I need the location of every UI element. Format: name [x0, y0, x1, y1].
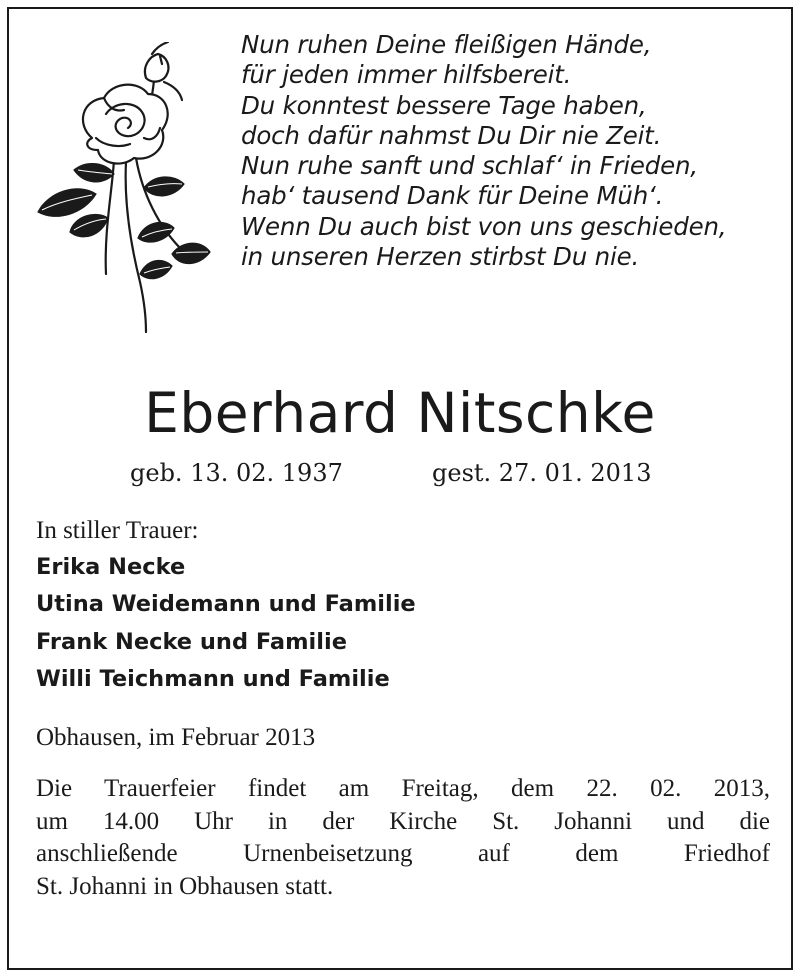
mourner-name: Erika Necke	[36, 554, 186, 580]
death-date: gest. 27. 01. 2013	[432, 459, 652, 487]
poem-line: Wenn Du auch bist von uns geschieden,	[241, 211, 727, 241]
funeral-line: Die Trauerfeier findet am Freitag, dem 22. 02. 2013,	[36, 775, 770, 802]
funeral-line: um 14.00 Uhr in der Kirche St. Johanni und die	[36, 807, 770, 835]
poem-line: Nun ruhe sanft und schlaf‘ in Frieden,	[241, 151, 698, 181]
poem-line: hab‘ tausend Dank für Deine Müh‘.	[241, 181, 664, 211]
poem-line: doch dafür nahmst Du Dir nie Zeit.	[241, 120, 662, 150]
poem-line: Du konntest bessere Tage haben,	[241, 90, 647, 120]
mourner-name: Willi Teichmann und Familie	[36, 666, 390, 692]
funeral-line: anschließende Urnenbeisetzung auf dem Friedhof	[36, 840, 770, 867]
place-date: Obhausen, im Februar 2013	[36, 724, 316, 751]
poem-line: Nun ruhen Deine fleißigen Hände,	[241, 30, 652, 59]
poem	[241, 30, 781, 272]
mourner-name: Utina Weidemann und Familie	[36, 591, 416, 617]
mourner-name: Frank Necke und Familie	[36, 629, 347, 655]
deceased-name: Eberhard Nitschke	[144, 381, 656, 445]
rose-icon	[34, 42, 212, 337]
funeral-notice	[36, 773, 770, 903]
birth-date: geb. 13. 02. 1937	[130, 459, 343, 487]
mourning-intro: In stiller Trauer:	[36, 517, 199, 544]
funeral-line: St. Johanni in Obhausen statt.	[36, 872, 334, 900]
poem-line: in unseren Herzen stirbst Du nie.	[241, 242, 640, 272]
poem-line: für jeden immer hilfsbereit.	[241, 60, 572, 90]
